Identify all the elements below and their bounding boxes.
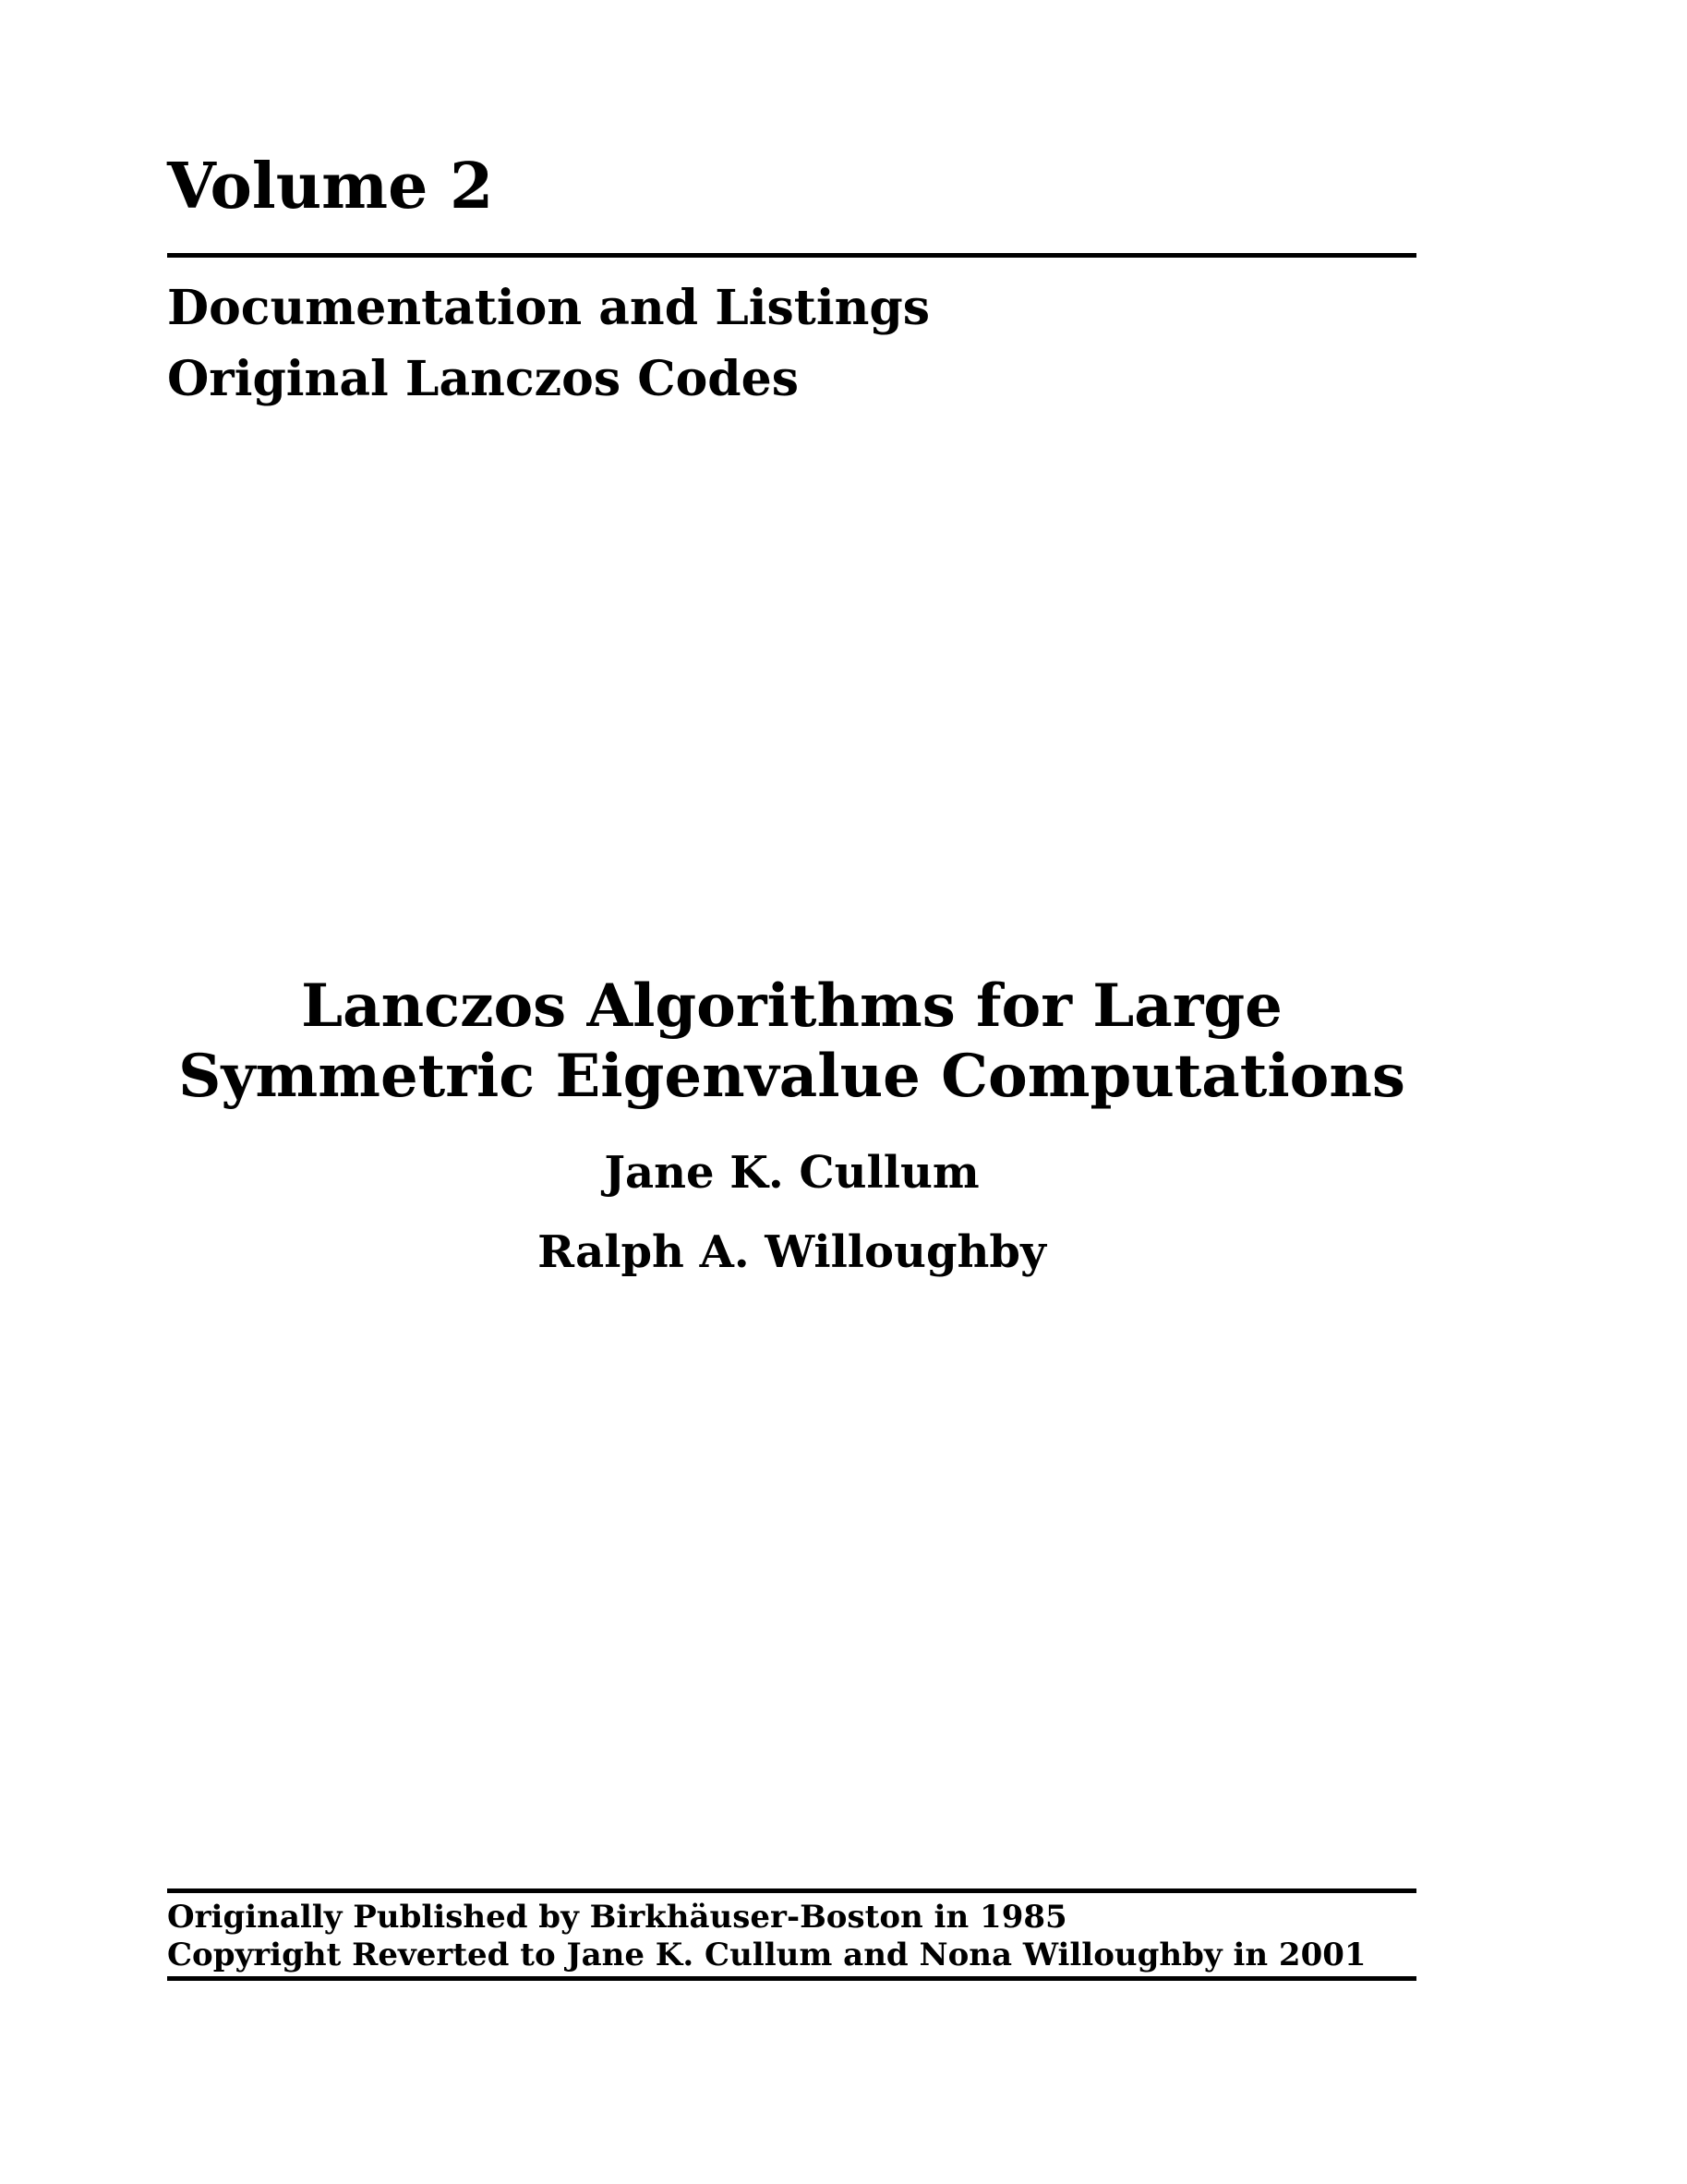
volume-title: Volume 2 (167, 150, 494, 223)
author-name: Ralph A. Willoughby (537, 1226, 1046, 1278)
header-rule (167, 253, 1416, 258)
book-title-line: Lanczos Algorithms for Large (301, 971, 1283, 1041)
book-title-line: Symmetric Eigenvalue Computations (178, 1042, 1405, 1111)
publication-note: Originally Published by Birkhäuser-Boston in 1985 (167, 1899, 1067, 1936)
author-name: Jane K. Cullum (604, 1147, 980, 1199)
subtitle-line: Original Lanczos Codes (167, 351, 800, 407)
subtitle-line: Documentation and Listings (167, 280, 931, 336)
footer-rule-top (167, 1888, 1416, 1893)
copyright-note: Copyright Reverted to Jane K. Cullum and Nona Willoughby in 2001 (167, 1937, 1367, 1973)
footer-rule-bottom (167, 1976, 1416, 1981)
